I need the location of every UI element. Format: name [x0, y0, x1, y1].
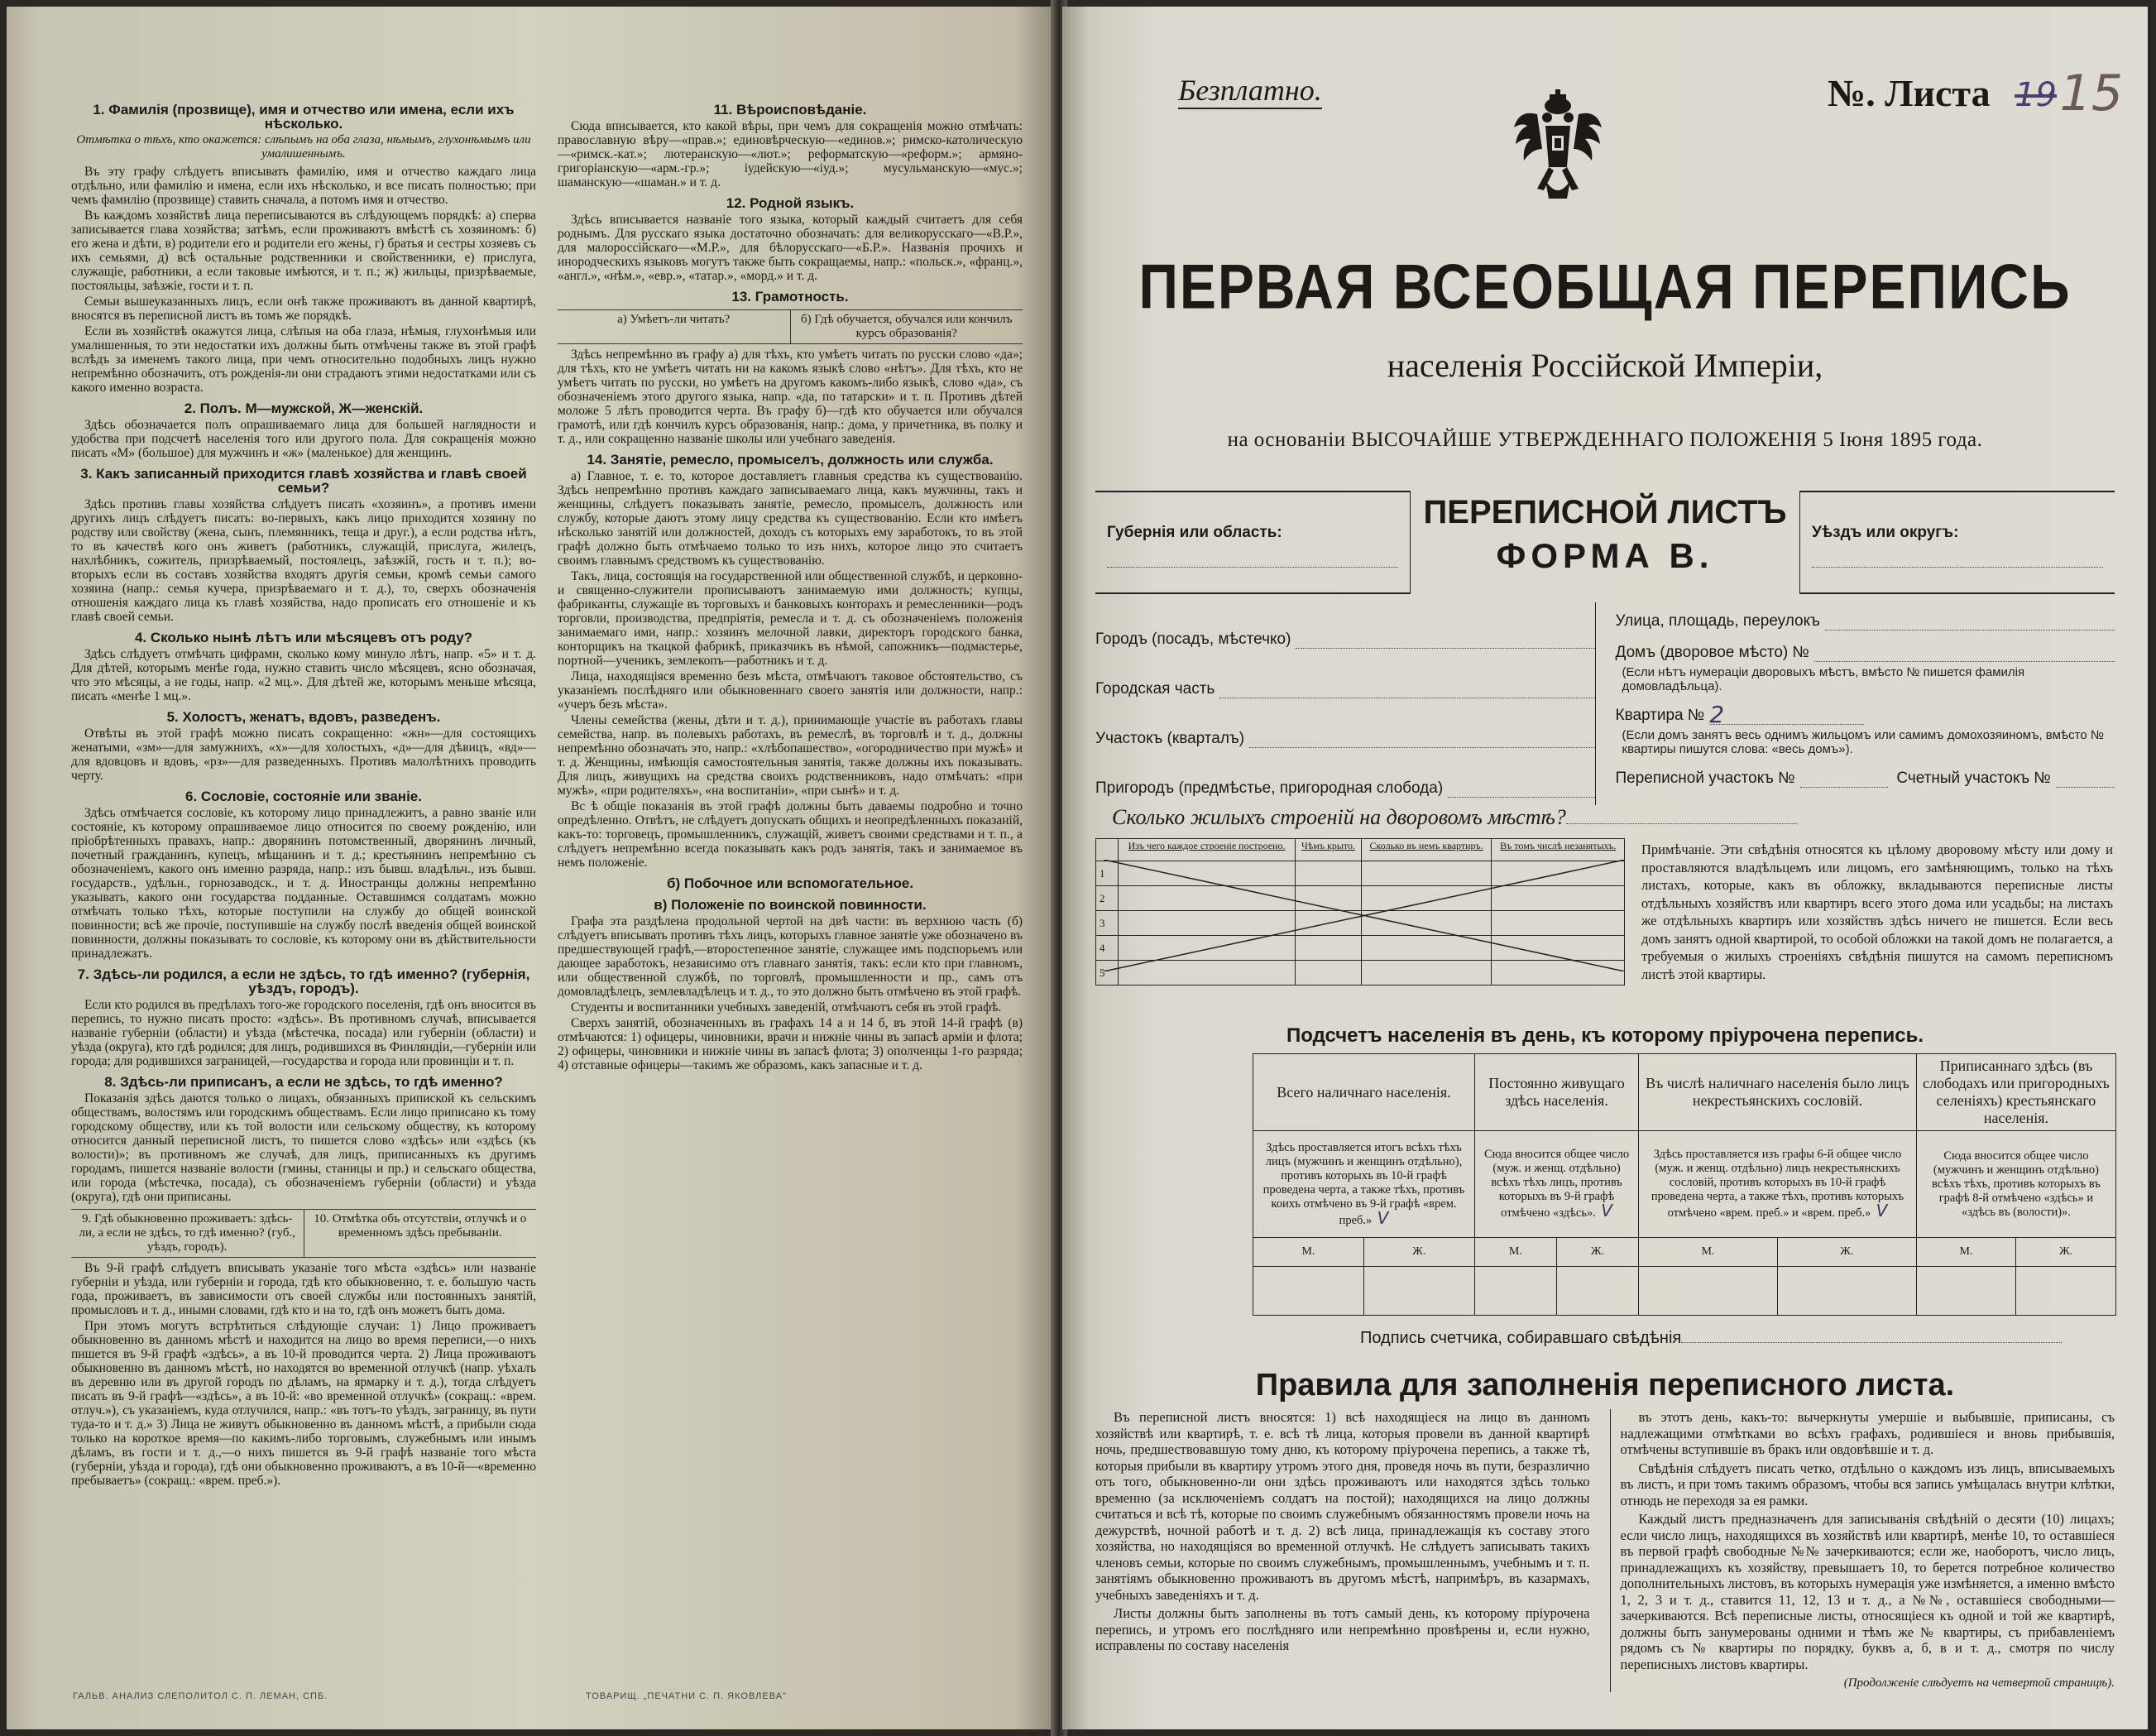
- address-field-label: Городъ (посадъ, мѣстечко): [1095, 631, 1291, 648]
- population-count-cell[interactable]: [1474, 1267, 1556, 1316]
- paragraph: Въ эту графу слѣдуетъ вписывать фамилію, имя и отчество каждаго лица отдѣльно, или фамилію и имена, если ихъ нѣсколько, и все писать полностью; при чемъ фамилію (прозвище) ставить сначала, а потомъ имя и отчество.: [71, 165, 536, 207]
- sex-column-label: М.: [1474, 1238, 1556, 1267]
- buildings-note: Примѣчаніе. Эти свѣдѣнія относятся къ цѣлому дворовому мѣсту или дому и проставляются владѣльцемъ или лицомъ, его замѣняющимъ, только на тѣхъ листахъ, которые, какъ въ обложку, вкладываются переписные листы отдѣльныхъ хозяйствъ или квартиръ всего этого дома или усадьбы; на листахъ же отдѣльныхъ квартиръ или хозяйствъ здѣсь ничего не пишется. Если весь домъ занятъ одной квартирой, то особой обложки на такой домъ не полагается, а требуемыя о жилыхъ строеніяхъ свѣдѣнія пишутся на самомъ переписномъ листѣ этой квартиры.: [1641, 842, 2113, 982]
- rules-section: [1095, 1409, 2115, 1692]
- address-field[interactable]: [1095, 751, 1595, 798]
- yard-answer-line[interactable]: [1566, 823, 1798, 824]
- signature-line: [1681, 1342, 2062, 1343]
- buildings-row-number: 5: [1096, 961, 1119, 985]
- section-title: 3. Какъ записанный приходится главѣ хозяйства и главѣ своей семьи?: [80, 466, 527, 496]
- rules-paragraph: Листы должны быть заполнены въ тотъ самый день, къ которому пріурочена перепись, и утромъ его послѣдняго или непремѣнно провѣрены и, если нужно, исправлены по составу населенія: [1095, 1605, 1590, 1653]
- district-field[interactable]: [1799, 491, 2115, 594]
- address-field[interactable]: [1095, 602, 1595, 649]
- province-label: Губернія или область:: [1107, 524, 1282, 541]
- imperial-eagle-emblem: [1512, 89, 1603, 205]
- province-field[interactable]: [1095, 491, 1411, 594]
- population-header: Приписаннаго здѣсь (въ слободахъ или пригородныхъ селеніяхъ) крестьянскаго населенія.: [1916, 1054, 2115, 1131]
- house-line: [1814, 645, 2115, 662]
- sex-column-label: Ж.: [2016, 1238, 2116, 1267]
- address-field-label: Городская часть: [1095, 680, 1215, 698]
- paragraph: Въ 9-й графѣ слѣдуетъ вписывать указаніе того мѣста «здѣсь» или названіе губерніи и уѣзда, или губерніи и города, гдѣ кто обыкновенно, т. е. большую часть года, проживаетъ, въ зависимости отъ своей службы или постоянныхъ занятій, промысловъ и т. д., иными словами, гдѣ кто и на то, гдѣ онъ можетъ быть дома.: [71, 1261, 536, 1317]
- signature-label: Подпись счетчика, собиравшаго свѣдѣнія: [1360, 1329, 1682, 1347]
- left-page: [7, 7, 1056, 1729]
- continued-note: (Продолженіе слѣдуетъ на четвертой страницѣ).: [1843, 1676, 2115, 1690]
- street-line: [1825, 613, 2115, 631]
- house-label: Домъ (дворовое мѣсто) №: [1615, 644, 1809, 661]
- population-count-cell[interactable]: [1639, 1267, 1778, 1316]
- province-line: [1107, 542, 1398, 568]
- paired-heading-right: 10. Отмѣтка объ отсутствіи, отлучкѣ и о временномъ здѣсь пребываніи.: [304, 1210, 537, 1257]
- paragraph: Здѣсь слѣдуетъ отмѣчать цифрами, сколько кому минуло лѣтъ, напр. «5» и т. д. Для дѣтей, которымъ менѣе года, нужно ставить число мѣсяцевъ, ясно обозначая, что это мѣсяцы, а не годы, напр. «2 мц.». Для дѣтей же, которымъ меньше мѣсяца, писать «менѣе 1 мц.».: [71, 647, 536, 703]
- address-field-line: [1296, 631, 1594, 649]
- apartment-field[interactable]: [1615, 697, 1864, 728]
- address-field-label: Пригородъ (предмѣстье, пригородная слобода): [1095, 779, 1444, 797]
- form-name: ФОРМА В.: [1496, 536, 1714, 575]
- population-count-cell[interactable]: [1556, 1267, 1638, 1316]
- document-title: ПЕРВАЯ ВСЕОБЩАЯ ПЕРЕПИСЬ: [1138, 251, 2072, 322]
- census-area-label: Переписной участокъ №: [1615, 770, 1795, 787]
- buildings-header: Сколько въ немъ квартиръ.: [1361, 839, 1491, 861]
- section-title: 4. Сколько нынѣ лѣтъ или мѣсяцевъ отъ роду?: [134, 630, 473, 645]
- population-table: [1253, 1053, 2116, 1316]
- buildings-header: Изъ чего каждое строеніе построено.: [1119, 839, 1296, 861]
- apartment-label: Квартира №: [1615, 707, 1705, 724]
- sex-column-label: М.: [1253, 1238, 1364, 1267]
- buildings-cancel-cross: [1095, 860, 1625, 971]
- paragraph: Члены семейства (жены, дѣти и т. д.), принимающіе участіе въ работахъ главы семейства, напр. въ полевыхъ работахъ, въ ремеслѣ, въ торговлѣ и т. д., должны непремѣнно обозначать это, напр.: «хлѣбопашество», «огородничество при мужѣ» и т. д. Женщины, имѣющія самостоятельныя занятія, также должны ихъ показывать. Для лицъ, живущихъ на средства своихъ родственниковъ, надо отмѣчать: «при мужѣ», «при родителяхъ», «на воспитаніи», «при сынѣ» и т. д.: [558, 713, 1023, 798]
- buildings-row-number: 4: [1096, 936, 1119, 961]
- apartment-value: 2: [1709, 707, 1863, 725]
- paired-heading: [71, 1209, 536, 1258]
- district-label: Уѣздъ или округъ:: [1812, 524, 1959, 541]
- population-header: Всего наличнаго населенія.: [1253, 1054, 1475, 1131]
- count-area-line: [2056, 770, 2115, 788]
- sex-column-label: Ж.: [1777, 1238, 1916, 1267]
- paragraph: Сюда вписывается, кто какой вѣры, при чемъ для сокращенія можно отмѣчать: православную вѣру—«прав.»; единовѣрческую—«единов.»; римско-католическую—«римск.-кат.»; лютеранскую—«лют.»; реформатскую—«реформ.»; армяно-григоріанскую—«арм.-гр.»; іудейскую—«іуд.»; мусульманскую—«мус.»; шаманскую—«шаман.» и т. д.: [558, 119, 1023, 189]
- census-area-line: [1800, 770, 1889, 788]
- street-label: Улица, площадь, переулокъ: [1615, 612, 1820, 630]
- yard-question-text: Сколько жилыхъ строеній на дворовомъ мѣстѣ?: [1112, 805, 1566, 829]
- paragraph: При этомъ могутъ встрѣтиться слѣдующіе случаи: 1) Лицо проживаетъ обыкновенно въ данномъ мѣстѣ и находится на лицо во время переписи,—о нихъ пишется въ 9-й графѣ «здѣсь», а въ 10-й проводится черта. 2) Лица проживаютъ обыкновенно въ данномъ мѣстѣ, но находятся во временной отлучкѣ (напр. уѣхалъ въ деревню или въ другой городъ по дѣламъ, на ярмарку и т. д.), тогда слѣдуетъ писать въ 9-й графѣ—«здѣсь», а въ 10-й: «во временной отлучкѣ» (сокращ.: «врем. отлуч.»), съ указаніемъ, куда отлучился, напр.: «въ тотъ-то уѣздъ, заграницу, въ пути туда-то и т. д.» 3) Лица не живутъ обыкновенно въ данномъ мѣстѣ, а прибыли сюда только на короткое время—по какимъ-либо торговымъ, служебнымъ или инымъ дѣламъ, въ гости и т. д.,—о нихъ пишется въ 9-й графѣ названіе того мѣста (губерніи, уѣзда и города), гдѣ они обыкновенно проживаютъ, а въ 10-й—«временно пребываетъ» (сокращ.: «врем. преб.»).: [71, 1319, 536, 1488]
- rules-paragraph: Свѣдѣнія слѣдуетъ писать четко, отдѣльно о каждомъ изъ лицъ, вписываемыхъ въ листъ, и при томъ такимъ образомъ, чтобы вся запись умѣщалась внутри клѣтки, отнюдь не переходя за ея рамки.: [1620, 1460, 2115, 1508]
- population-description: Сюда вносится общее число (муж. и женщ. отдѣльно) всѣхъ тѣхъ лицъ, противъ которыхъ въ 9-й графѣ отмѣчено «здѣсь». V: [1474, 1131, 1638, 1238]
- street-field[interactable]: [1616, 602, 2115, 631]
- section-title: 14. Занятіе, ремесло, промыселъ, должность или служба.: [587, 452, 994, 468]
- population-description: Здѣсь проставляется изъ графы 6-й общее число (муж. и женщ. отдѣльно) лицъ некрестьянскихъ сословій, противъ которыхъ въ 10-й графѣ проведена черта, а также тѣхъ, противъ которыхъ отмѣчено «врем. преб.» и «врем. преб.» V: [1639, 1131, 1917, 1238]
- free-label: Безплатно.: [1178, 73, 1322, 109]
- population-count-cell[interactable]: [2016, 1267, 2116, 1316]
- sheet-number-label: №. Листа: [1828, 72, 1991, 114]
- buildings-header: Въ томъ числѣ незанятыхъ.: [1492, 839, 1625, 861]
- population-count-title: Подсчетъ населенія въ день, къ которому пріурочена перепись.: [1286, 1024, 1924, 1047]
- buildings-header: Чѣмъ крыто.: [1296, 839, 1362, 861]
- population-count-cell[interactable]: [1363, 1267, 1474, 1316]
- paired-heading-left: 9. Гдѣ обыкновенно проживаетъ: здѣсь-ли, а если не здѣсь, то гдѣ именно? (губ., уѣздъ, городъ).: [79, 1212, 295, 1254]
- population-count-cell[interactable]: [1916, 1267, 2015, 1316]
- printer-mark-left: ГАЛЬВ. АНАЛИЗ СЛЕПОЛИТОЛ С. П. ЛЕМАН, СПБ.: [73, 1691, 328, 1701]
- house-note: (Если нѣтъ нумераціи дворовыхъ мѣстъ, вмѣсто № пишется фамилія домовладѣльца).: [1622, 665, 2025, 693]
- form-type-box: [1411, 491, 1799, 594]
- paragraph: Здѣсь обозначается полъ опрашиваемаго лица для большей наглядности и удобства при подсчетѣ населенія того или другого пола. Для сокращенія можно писать «М» (большое) для мужчинъ и «ж» (маленькое) для женщинъ.: [71, 418, 536, 460]
- printer-mark-center: ТОВАРИЩ. „ПЕЧАТНИ С. П. ЯКОВЛЕВА": [586, 1691, 787, 1701]
- section-title: 7. Здѣсь-ли родился, а если не здѣсь, то гдѣ именно? (губернія, уѣздъ, городъ).: [77, 966, 530, 996]
- instructions-column-1: [71, 98, 536, 1653]
- population-header: Въ числѣ наличнаго населенія было лицъ некрестьянскихъ сословій.: [1639, 1054, 1917, 1131]
- count-area-label: Счетный участокъ №: [1896, 770, 2051, 787]
- section-title: 8. Здѣсь-ли приписанъ, а если не здѣсь, то гдѣ именно?: [104, 1074, 503, 1090]
- buildings-row-number: 1: [1096, 861, 1119, 886]
- document-subtitle: населенія Россійской Имперіи,: [1387, 347, 1823, 384]
- population-description: Здѣсь проставляется итогъ всѣхъ тѣхъ лицъ (мужчинъ и женщинъ отдѣльно), противъ которыхъ въ 10-й графѣ проведена черта, а также тѣхъ, противъ коихъ отмѣчено въ 9-й графѣ «врем. преб.» V: [1253, 1131, 1475, 1238]
- district-line: [1812, 542, 2103, 568]
- rules-right-column: [1610, 1409, 2115, 1692]
- address-field[interactable]: [1095, 702, 1595, 748]
- address-left-column: [1095, 602, 1595, 805]
- address-field[interactable]: [1095, 652, 1595, 698]
- address-field-line: [1249, 731, 1594, 748]
- paragraph: Сверхъ занятій, обозначенныхъ въ графахъ 14 а и 14 б, въ этой 14-й графѣ (в) отмѣчаются: 1) офицеры, чиновники, врачи и нижніе чины въ запасѣ арміи и флота; 2) офицеры, чиновники и нижніе чины въ запасѣ флота; 3) ополченцы 1-го разряда; 4) отставные офицеры—такимъ же образомъ, какъ запасные и т. д.: [558, 1016, 1023, 1072]
- section-title: 12. Родной языкъ.: [726, 195, 855, 211]
- sex-column-label: М.: [1916, 1238, 2015, 1267]
- paragraph: Отвѣты въ этой графѣ можно писать сокращенно: «жн»—для состоящихъ женатыми, «зм»—для замужнихъ, «х»—для холостыхъ, «д»—для дѣвицъ, «вд»—для вдовцовъ и вдовъ, «рз»—для разведенныхъ. Противъ малолѣтнихъ проводить черту.: [71, 727, 536, 783]
- address-right-column: [1595, 602, 2115, 805]
- section-title: в) Положеніе по воинской повинности.: [654, 897, 927, 913]
- population-count-cell[interactable]: [1777, 1267, 1916, 1316]
- paragraph: Въ каждомъ хозяйствѣ лица переписываются въ слѣдующемъ порядкѣ: а) сперва записывается глава хозяйства; затѣмъ, если проживаютъ вмѣстѣ съ хозяиномъ: б) его жена и дѣти, в) родители его и родители его жены, г) братья и сестры хозяевъ съ ихъ семьями, д) всѣ остальные родственники и свойственники, е) прислуга, служащіе, работники, а если таковые имѣются, и т. п.; ж) жильцы, призрѣваемые, постояльцы, заѣзжіе, гости и т. п.: [71, 209, 536, 293]
- buildings-header-number: [1096, 839, 1119, 861]
- sex-column-label: Ж.: [1363, 1238, 1474, 1267]
- paired-heading: [558, 309, 1023, 344]
- paragraph: а) Главное, т. е. то, которое доставляетъ главныя средства къ существованію. Здѣсь непремѣнно противъ каждаго записываемаго лица, какъ мужчины, такъ и женщины, слѣдуетъ показывать занятіе, ремесло, промыселъ, должность или службу, которые даютъ этому лицу средства къ существованію. Если кто имѣетъ нѣсколько занятій или должностей, доходъ съ которыхъ ему заработокъ, то въ этой графѣ должно быть отмѣчаемо только то изъ нихъ, которое лицо это считаетъ своимъ главнымъ средствомъ къ существованію.: [558, 469, 1023, 568]
- population-header: Постоянно живущаго здѣсь населенія.: [1474, 1054, 1638, 1131]
- section-title: 1. Фамилія (прозвище), имя и отчество или имена, если ихъ нѣсколько.: [93, 102, 515, 132]
- address-section: [1095, 602, 2115, 805]
- section-title: 13. Грамотность.: [731, 289, 849, 305]
- paragraph: Здѣсь непремѣнно въ графу а) для тѣхъ, кто умѣетъ читать по русски слово «да»; для тѣхъ, кто не умѣетъ читать ни на какомъ языкѣ слово «нѣтъ». Для тѣхъ, кто не умѣетъ читать по русски, но умѣетъ на другомъ какомъ-либо языкѣ, слово «да», съ обозначеніемъ этого другого языка, напр. «да, по татарски» и т. п. Противъ дѣтей моложе 5 лѣтъ проводится черта. Въ графу б)—гдѣ кто обучается или обучался грамотѣ, или гдѣ кончилъ курсъ образованія, напр.: дома, у причетника, въ полку и т. д., или сокращенно названіе школы или учебнаго заведенія.: [558, 348, 1023, 446]
- section-title: б) Побочное или вспомогательное.: [666, 875, 914, 891]
- sheet-number-struck: 19: [2015, 76, 2057, 114]
- rules-paragraph: Каждый листъ предназначенъ для записыванія свѣдѣній о десяти (10) лицахъ; если число лицъ, находящихся въ хозяйствѣ или квартирѣ, менѣе 10, то оставшіеся въ первой графѣ свободные №№ зачеркиваются; если же, наоборотъ, число лицъ, принадлежащихъ къ хозяйству, превышаетъ 10, то берется потребное количество дополнительныхъ листовъ, въ которыхъ нумерація уже измѣняется, а именно вмѣсто 1, 2, 3 и т. д., ставится 11, 12, 13 и т. д., а №№, оставшіеся свободными—зачеркиваются. Всѣ переписные листы, относящіеся къ одной и той же квартирѣ, должны быть занумерованы одними и тѣмъ же № квартиры, съ прибавленіемъ рядомъ съ № квартиры по порядку, буквъ а, б, в и т. д., смотря по числу переписныхъ листовъ квартиры.: [1620, 1511, 2115, 1672]
- paragraph: Лица, находящіяся временно безъ мѣста, отмѣчаютъ таковое обстоятельство, съ указаніемъ послѣдняго или обыкновеннаго своего занятія или должности, напр.: «учеръ безъ мѣста».: [558, 669, 1023, 712]
- paragraph: Студенты и воспитанники учебныхъ заведеній, отмѣчаютъ себя въ этой графѣ.: [571, 1000, 1002, 1014]
- paragraph: Здѣсь вписывается названіе того языка, который каждый считаетъ для себя роднымъ. Для русскаго языка достаточно обозначать: для великорусскаго—«В.Р.», для малороссійскаго—«М.Р.», для бѣлорусскаго—«Б.Р.». Названія прочихъ и инородческихъ языковъ могутъ также быть сокращаемы, напр.: «польск.», «франц.», «англ.», «нѣм.», «евр.», «татар.», «морд.» и т. д.: [558, 213, 1023, 283]
- check-mark: V: [1871, 1201, 1888, 1220]
- address-field-line: [1448, 780, 1594, 798]
- sex-column-label: М.: [1639, 1238, 1778, 1267]
- population-description: Сюда вносится общее число (мужчинъ и женщинъ отдѣльно) всѣхъ тѣхъ, противъ которыхъ въ графѣ 8-й отмѣчено «здѣсь» и «здѣсь въ (волости)».: [1916, 1131, 2115, 1238]
- paragraph: Здѣсь противъ главы хозяйства слѣдуетъ писать «хозяинъ», а противъ имени другихъ лицъ слѣдуетъ писать: во-первыхъ, какъ лицо приходится хозяину по родству или свойству (жена, сынъ, племянникъ, теща и друг.), а если родства нѣтъ, то въ качествѣ кого онъ живетъ (работникъ, служащій, прислуга, жилецъ, нахлѣбникъ, сожитель, призрѣваемый, постоялецъ, заѣзжій, гость и т. п.); во-вторыхъ если въ составъ хозяйства входятъ другія семьи, кромѣ семьи самого хозяина (напр.: семья кучера, призрѣваемаго и т. д.), то, сверхъ обозначенія отношенія каждаго лица къ главѣ хозяйства, надо прописать его отношеніе и къ главѣ своей семьи.: [71, 497, 536, 624]
- paragraph: Такъ, лица, состоящія на государственной или общественной службѣ, и церковно-и священно-служители прописываютъ занимаемую ими должность; купцы, фабриканты, служащіе въ торговыхъ и банковыхъ конторахъ и ремесленники—родъ торговли, производства, предпріятія, ремесла и т. д. съ обозначеніемъ положенія занимаемаго ими, напр.: хозяинъ мелочной лавки, директоръ городского банка, конторщикъ на ткацкой фабрикѣ, приказчикъ въ нѣмой, сапожникъ—подмастерье, портной—ученикъ, землекопъ—работникъ и т. д.: [558, 569, 1023, 668]
- buildings-row-number: 3: [1096, 911, 1119, 936]
- paired-heading-right: б) Гдѣ обучается, обучался или кончилъ курсъ образованія?: [790, 310, 1023, 343]
- house-field[interactable]: [1616, 634, 2115, 662]
- sex-column-label: Ж.: [1556, 1238, 1638, 1267]
- enumerator-signature[interactable]: [1360, 1329, 2062, 1348]
- yard-buildings-question: [1112, 805, 1798, 830]
- buildings-row-number: 2: [1096, 886, 1119, 911]
- paragraph: Если кто родился въ предѣлахъ того-же городского поселенія, гдѣ онъ вносится въ перепись, то нужно писать просто: «здѣсь». Въ противномъ случаѣ, вписывается названіе губерніи (области) и уѣзда (мѣстечка, посада) или губерніи (области) и уѣзда (округа), кто гдѣ родился; для лицъ, родившихся въ Финляндіи,—губерніи или города; для родившихся заграницей,—государства и города или провинціи и т. п.: [71, 998, 536, 1068]
- instructions-column-2: [558, 98, 1023, 1653]
- sheet-number-handwritten: 15: [2059, 65, 2123, 122]
- form-header-band: [1095, 491, 2115, 594]
- sheet-number: [1828, 65, 2123, 122]
- address-field-label: Участокъ (кварталъ): [1095, 730, 1245, 747]
- census-area-field[interactable]: [1616, 760, 2115, 788]
- form-title: ПЕРЕПИСНОЙ ЛИСТЪ: [1423, 494, 1787, 530]
- section-title: 5. Холостъ, женатъ, вдовъ, разведенъ.: [166, 709, 441, 725]
- paired-heading-left: а) Умѣетъ-ли читать?: [617, 313, 731, 326]
- legal-basis: на основаніи ВЫСОЧАЙШЕ УТВЕРЖДЕННАГО ПОЛОЖЕНІЯ 5 Іюня 1895 года.: [1227, 429, 1983, 451]
- rules-paragraph: въ этотъ день, какъ-то: вычеркнуты умершіе и выбывшіе, приписаны, съ надлежащими отмѣтками во всѣхъ графахъ, родившіеся и вновь прибывшія, отмѣчены вступившіе въ бракъ или овдовѣвшіе и т. д.: [1620, 1409, 2115, 1457]
- paragraph: Семьи вышеуказанныхъ лицъ, если онѣ также проживаютъ въ данной квартирѣ, вносятся въ переписной листъ въ томъ же порядкѣ.: [71, 295, 536, 323]
- population-count-cell[interactable]: [1253, 1267, 1364, 1316]
- section-title: 11. Вѣроисповѣданіе.: [713, 102, 867, 117]
- census-form-page: [1062, 7, 2148, 1729]
- paragraph: Графа эта раздѣлена продольной чертой на двѣ части: въ верхнюю часть (б) слѣдуетъ вписывать противъ тѣхъ лицъ, которыхъ главное занятіе уже обозначено въ предшествующей графѣ,—второстепенное занятіе, служащее имъ подспорьемъ или дающее заработокъ, независимо отъ главнаго занятія, такъ: если кто при главномъ, или общественной службѣ, по торговлѣ, промышленности и пр., самъ отъ домовладѣлецъ, землевладѣлецъ и т. д., то это должно быть отмѣчено въ этой графѣ.: [558, 914, 1023, 999]
- paragraph: Вс ѣ общіе показанія въ этой графѣ должны быть даваемы подробно и точно опредѣленно. Отвѣтъ, не слѣдуетъ допускать общихъ и неопредѣленныхъ показаній, какъ-то: торговецъ, промышленникъ, служащій, живетъ своими средствами и т. п., а слѣдуетъ непремѣнно всегда показывать какъ родъ занятія, такъ и занимаемое въ немъ положеніе.: [558, 799, 1023, 870]
- section-subtitle: Отмѣтка о тѣхъ, кто окажется: слѣпымъ на оба глаза, нѣмымъ, глухонѣмымъ или умалишеннымъ.: [76, 133, 531, 161]
- check-mark: V: [1595, 1201, 1612, 1220]
- paragraph: Здѣсь отмѣчается сословіе, къ которому лицо принадлежитъ, а равно званіе или состояніе, къ которому опрашиваемое лицо относится по своему рожденію, или пріобрѣтенныхъ правахъ, напр.: дворянинъ потомственный, дворянинъ личный, почетный гражданинъ, купецъ, мѣщанинъ и т. д.; крестьянинъ непремѣнно съ обозначеніемъ, какого онъ именно разряда, напр.: изъ бывш. владѣльч., изъ бывш. государств., удѣльн., горнозаводск., и т. д. Иностранцы должны непремѣнно указывать, какого они государства подданные. Оставшимся солдатамъ можно отмѣчать только тѣхъ, которые поступили на службу до общей воинской повинности; всѣ же прочіе, поступившіе на службу послѣ введенія общей воинской повинности, должны показывать то сословіе, къ которому они въ дѣйствительности принадлежатъ.: [71, 806, 536, 961]
- apartment-note: (Если домъ занятъ весь однимъ жильцомъ или самимъ домохозяиномъ, вмѣсто № квартиры пишутся слова: «весь домъ»).: [1622, 728, 2104, 756]
- paragraph: Если въ хозяйствѣ окажутся лица, слѣпыя на оба глаза, нѣмыя, глухонѣмыя или умалишенныя, то эти недостатки ихъ должны быть отмѣчены также въ этой графѣ вслѣдъ за именемъ такого лица, при чемъ относительно подобныхъ лицъ нужно непремѣнно обозначить, отъ рожденія-ли они страдаютъ этими недостатками или съ какого именно возраста.: [71, 324, 536, 395]
- section-title: 2. Полъ. М—мужской, Ж—женскій.: [184, 400, 424, 416]
- paragraph: Показанія здѣсь даются только о лицахъ, обязанныхъ припиской къ сельскимъ обществамъ, волостямъ или городскимъ обществамъ. Если лицо приписано къ тому городскому обществу, или къ той волости или сельскому обществу, къ которому относится данный переписной листъ, то пишется слово «здѣсь» или «здѣсь (къ волости)»; въ противномъ же случаѣ, для лицъ, приписанныхъ къ другимъ городамъ, пишется названіе волости (гмины, станицы и пр.) и сельскаго общества, или города (мѣстечка, посада), съ обозначеніемъ губерніи (области) и уѣзда (округа), гдѣ они приписаны.: [71, 1091, 536, 1204]
- section-title: 6. Сословіе, состояніе или званіе.: [185, 789, 422, 804]
- rules-paragraph: Въ переписной листъ вносятся: 1) всѣ находящіеся на лицо въ данномъ хозяйствѣ или квартирѣ, т. е. всѣ тѣ лица, которыя провели въ данной квартирѣ ночь, предшествовавшую тому дню, къ которому пріурочена перепись, а также тѣ, которыя прибыли въ квартиру утромъ этого дня, проведя ночь въ пути, безразлично отъ того, обыкновенно-ли они здѣсь проживаютъ или находятся здѣсь только временно (за исключеніемъ солдатъ на постой); находящихся на лицо должны считаться и всѣ тѣ, которые по своимъ служебнымъ обязанностямъ провели ночь на дежурствѣ, ночной работѣ и т. д. 2) всѣ лица, принадлежащія къ составу этого хозяйства, но находящіяся во временной отлучкѣ. Не слѣдуетъ записывать такихъ членовъ семьи, которые по своимъ служебнымъ, промышленнымъ, учебнымъ и т. п. занятіямъ обыкновенно проживаютъ въ другомъ мѣстѣ, напримѣръ, въ казармахъ, учебныхъ заведеніяхъ и т. д.: [1095, 1409, 1590, 1603]
- rules-left-column: [1095, 1409, 1590, 1692]
- check-mark: V: [1372, 1207, 1389, 1228]
- address-field-line: [1219, 681, 1594, 698]
- rules-title: Правила для заполненія переписного листа.: [1255, 1368, 1955, 1403]
